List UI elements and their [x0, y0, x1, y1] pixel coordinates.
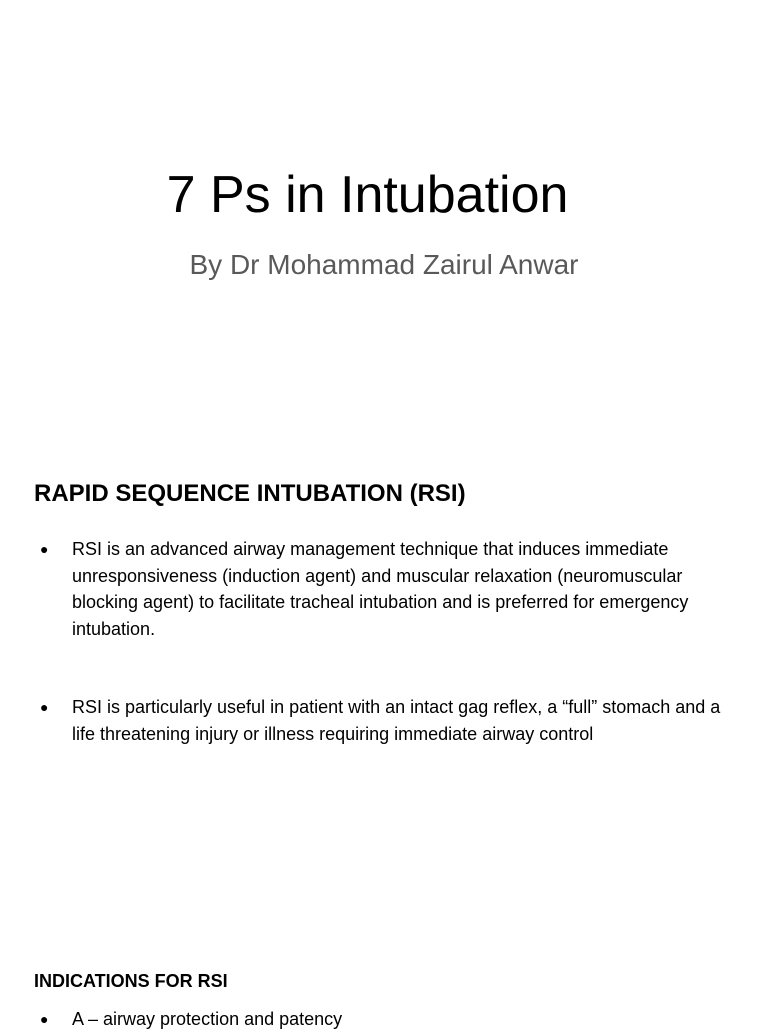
document-author: By Dr Mohammad Zairul Anwar: [189, 249, 579, 280]
rsi-bullet-list-1: [34, 536, 744, 642]
section-heading-rsi: RAPID SEQUENCE INTUBATION (RSI): [34, 480, 466, 507]
list-item-text: RSI is particularly useful in patient with an intact gag reflex, a “full” stomach and a life threatening injury or illness requiring immediate airway control: [72, 697, 721, 744]
list-item: [34, 536, 744, 642]
bullet-icon: ●: [40, 699, 49, 715]
bullet-icon: ●: [40, 1011, 49, 1027]
list-item-text: A – airway protection and patency: [72, 1009, 343, 1029]
list-item: [34, 1006, 744, 1033]
document-title: 7 Ps in Intubation: [166, 166, 569, 224]
list-item-text: RSI is an advanced airway management technique that induces immediate unresponsiveness (induction agent) and muscular relaxation (neuromuscular blocking agent) to facilitate tracheal intubation and is preferred for emergency intubation.: [72, 539, 689, 639]
indications-list: [34, 1006, 744, 1033]
list-item: [34, 694, 744, 747]
rsi-bullet-list-2: [34, 694, 744, 747]
bullet-icon: ●: [40, 541, 49, 557]
indications-heading: INDICATIONS FOR RSI: [34, 971, 228, 991]
